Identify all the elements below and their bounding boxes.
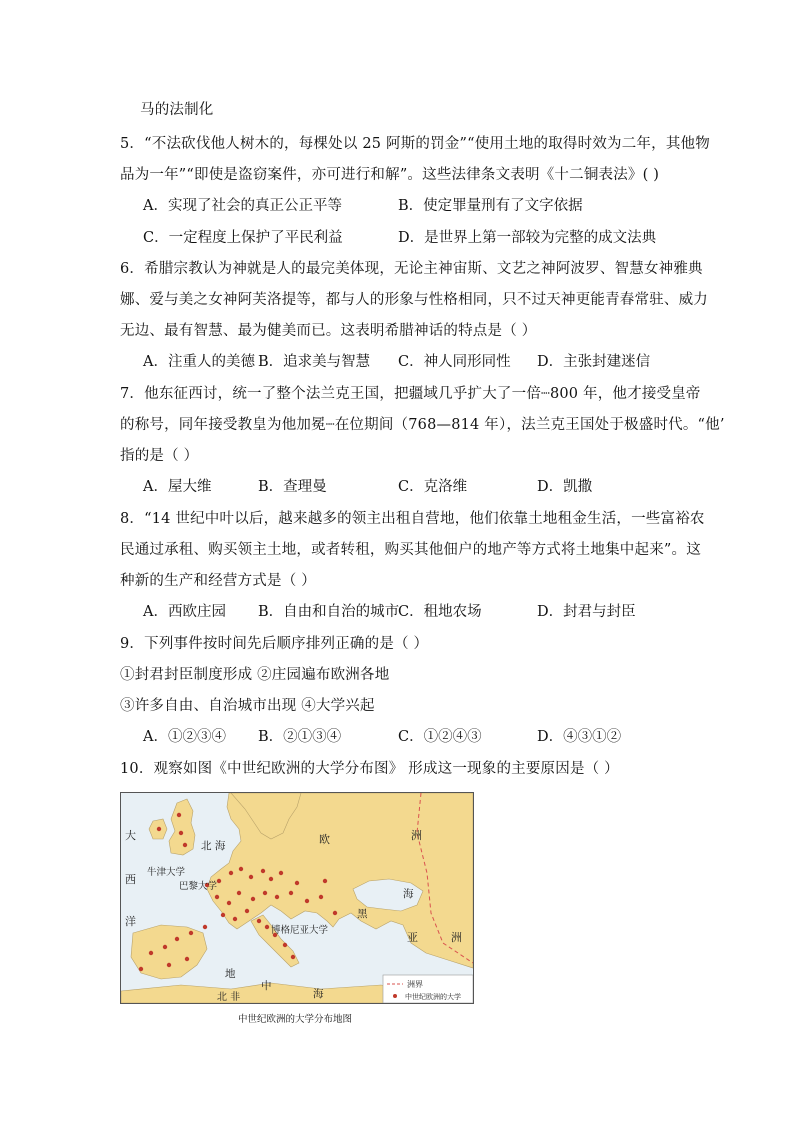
q6-option-a[interactable]: A．注重人的美德 (143, 354, 255, 370)
label-atlantic-yang: 洋 (125, 915, 136, 928)
label-north-africa: 北 非 (217, 992, 241, 1003)
q7-option-c[interactable]: C．克洛维 (398, 479, 468, 495)
q8-option-a[interactable]: A．西欧庄园 (143, 604, 226, 620)
q5-option-d[interactable]: D．是世界上第一部较为完整的成文法典 (398, 230, 657, 246)
university-dot (239, 867, 243, 871)
university-dot (163, 945, 167, 949)
q8-option-b[interactable]: B．自由和自治的城市 (258, 604, 400, 620)
university-dot (305, 899, 309, 903)
label-atlantic-da: 大 (125, 829, 136, 842)
text-line: 马的法制化 (140, 102, 214, 118)
university-dot (323, 879, 327, 883)
university-dot (261, 869, 265, 873)
label-black-hai: 海 (403, 888, 414, 900)
q5-option-a[interactable]: A．实现了社会的真正公正平等 (143, 198, 342, 214)
university-dot (189, 931, 193, 935)
university-dot (167, 963, 171, 967)
q7-option-a[interactable]: A．屋大维 (143, 479, 212, 495)
label-bologna: 博格尼亚大学 (271, 925, 329, 936)
legend-university-label: 中世纪欧洲的大学 (405, 993, 461, 1001)
university-dot (275, 895, 279, 899)
university-dot (295, 881, 299, 885)
university-dot (265, 925, 269, 929)
label-north-sea: 北 海 (201, 840, 226, 852)
university-dot (229, 871, 233, 875)
label-asia-ya: 亚 (407, 931, 418, 944)
label-paris: 巴黎大学 (179, 881, 218, 892)
university-dot (203, 925, 207, 929)
question-9-events: ①封君封臣制度形成 ②庄园遍布欧洲各地 (120, 667, 390, 683)
university-dot (215, 895, 219, 899)
university-dot (283, 943, 287, 947)
university-dot (185, 957, 189, 961)
university-dot (289, 891, 293, 895)
q7-option-d[interactable]: D．凯撒 (537, 479, 593, 495)
university-dot (237, 891, 241, 895)
label-asia-zhou: 洲 (451, 931, 462, 944)
university-dot (179, 831, 183, 835)
label-europe-zhou: 洲 (411, 829, 422, 842)
question-9-events: ③许多自由、自治城市出现 ④大学兴起 (120, 698, 375, 714)
q6-option-c[interactable]: C．神人同形同性 (398, 354, 511, 370)
label-med-zhong: 中 (261, 980, 272, 992)
university-dot (249, 875, 253, 879)
question-6-text: 6．希腊宗教认为神就是人的最完美体现，无论主神宙斯、文艺之神阿波罗、智慧女神雅典 (120, 261, 703, 277)
university-dot (257, 919, 261, 923)
q9-option-b[interactable]: B．②①③④ (258, 729, 342, 745)
university-dot (319, 895, 323, 899)
label-med-di: 地 (225, 968, 236, 980)
question-8-text: 8．“14 世纪中叶以后，越来越多的领主出租自营地，他们依靠土地租金生活，一些富裕农 (120, 511, 705, 527)
label-atlantic-xi: 西 (125, 873, 136, 886)
medieval-university-map (120, 792, 474, 1004)
university-dot (217, 879, 221, 883)
question-5-text: 品为一年”“即使是盗窃案件，亦可进行和解”。这些法律条文表明《十二铜表法》( ) (120, 167, 660, 183)
university-dot (333, 911, 337, 915)
q8-option-c[interactable]: C．租地农场 (398, 604, 482, 620)
question-6-text: 娜、爱与美之女神阿芙洛提等，都与人的形象与性格相同，只不过天神更能青春常驻、威力 (120, 292, 708, 308)
question-7-text: 的称号，同年接受教皇为他加冕┈在位期间（768—814 年），法兰克王国处于极盛时代。“他’ (120, 417, 725, 433)
university-dot (291, 955, 295, 959)
university-dot (227, 901, 231, 905)
legend-university-swatch (393, 994, 397, 998)
map-caption: 中世纪欧洲的大学分布地图 (238, 1014, 353, 1025)
q5-option-b[interactable]: B．使定罪量刑有了文字依据 (398, 198, 583, 214)
question-10-text: 10．观察如图《中世纪欧洲的大学分布图》 形成这一现象的主要原因是（ ） (120, 761, 619, 777)
university-dot (279, 871, 283, 875)
university-dot (139, 967, 143, 971)
map-legend (383, 975, 473, 1003)
q6-option-b[interactable]: B．追求美与智慧 (258, 354, 371, 370)
legend-border-label: 洲界 (407, 980, 423, 989)
label-oxford: 牛津大学 (147, 867, 186, 878)
university-dot (269, 877, 273, 881)
university-dot (221, 913, 225, 917)
university-dot (263, 891, 267, 895)
question-6-text: 无边、最有智慧、最为健美而已。这表明希腊神话的特点是（ ） (120, 323, 537, 339)
q9-option-c[interactable]: C．①②④③ (398, 729, 482, 745)
q7-option-b[interactable]: B．查理曼 (258, 479, 327, 495)
university-dot (157, 827, 161, 831)
label-europe-ou: 欧 (319, 833, 330, 846)
question-7-text: 指的是（ ） (120, 448, 199, 464)
q9-option-a[interactable]: A．①②③④ (143, 729, 226, 745)
question-9-text: 9．下列事件按时间先后顺序排列正确的是（ ） (120, 636, 429, 652)
university-dot (149, 951, 153, 955)
university-dot (175, 937, 179, 941)
q6-option-d[interactable]: D．主张封建迷信 (537, 354, 651, 370)
university-dot (177, 813, 181, 817)
university-dot (233, 917, 237, 921)
university-dot (245, 909, 249, 913)
q9-option-d[interactable]: D．④③①② (537, 729, 622, 745)
label-black-hei: 黑 (357, 908, 368, 920)
label-med-hai: 海 (313, 988, 324, 1000)
q5-option-c[interactable]: C．一定程度上保护了平民利益 (143, 230, 343, 246)
map-svg (121, 793, 473, 1003)
question-5-text: 5．“不法砍伐他人树木的，每棵处以 25 阿斯的罚金”“使用土地的取得时效为二年，其他物 (120, 136, 710, 152)
university-dot (251, 897, 255, 901)
question-7-text: 7．他东征西讨，统一了整个法兰克王国，把疆域几乎扩大了一倍┈800 年，他才接受皇帝 (120, 386, 701, 402)
university-dot (183, 843, 187, 847)
question-8-text: 种新的生产和经营方式是（ ） (120, 573, 316, 589)
question-8-text: 民通过承租、购买领主土地，或者转租，购买其他佃户的地产等方式将土地集中起来”。这 (120, 542, 701, 558)
q8-option-d[interactable]: D．封君与封臣 (537, 604, 636, 620)
